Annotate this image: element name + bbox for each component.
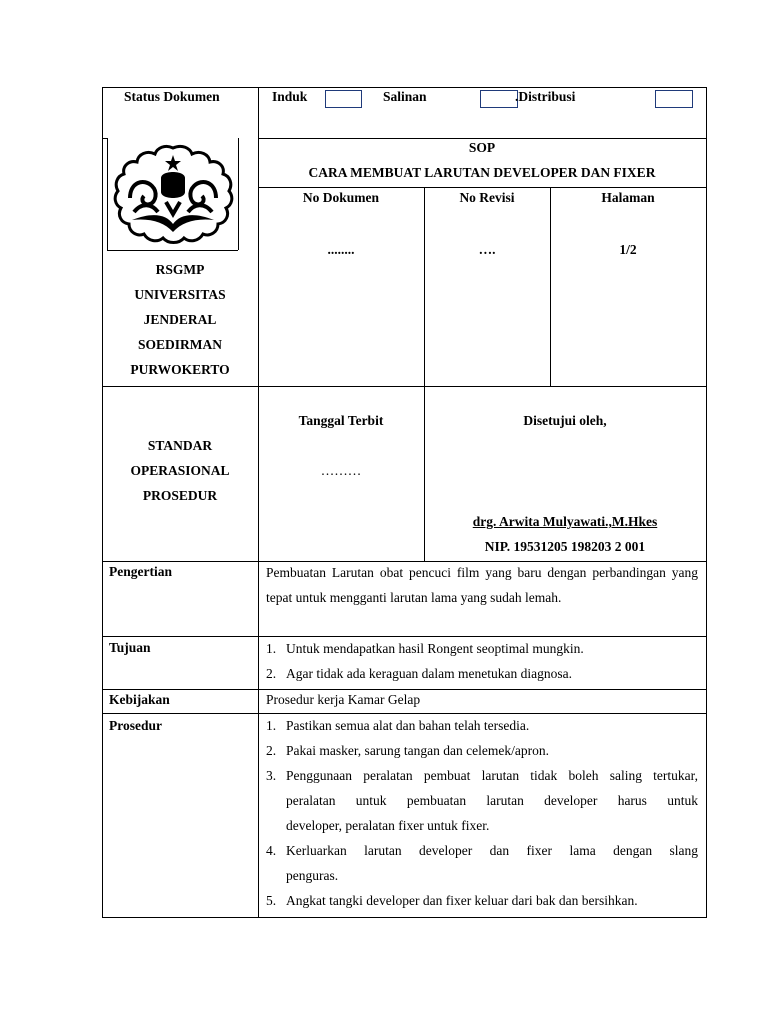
no-dokumen-value: ........ bbox=[327, 242, 355, 257]
no-revisi-value: …. bbox=[478, 242, 496, 257]
salinan-checkbox[interactable] bbox=[480, 90, 518, 108]
university-logo bbox=[112, 142, 234, 246]
list-item: 5. Angkat tangki developer dan fixer keluar dari bak dan bersihkan. bbox=[266, 893, 638, 908]
halaman-label: Halaman bbox=[601, 190, 655, 205]
tanggal-terbit-label: Tanggal Terbit bbox=[298, 413, 384, 428]
approver-name: drg. Arwita Mulyawati.,M.Hkes bbox=[472, 514, 658, 529]
list-item-continuation: peralatan untuk pembuatan larutan developer harus untuk bbox=[286, 793, 698, 808]
institution-line-3: JENDERAL bbox=[143, 312, 217, 327]
approver-nip: NIP. 19531205 198203 2 001 bbox=[484, 539, 646, 554]
sop-title-divider bbox=[258, 187, 706, 188]
list-item-continuation: penguras. bbox=[286, 868, 339, 883]
institution-line-2: UNIVERSITAS bbox=[134, 287, 226, 302]
no-dokumen-label: No Dokumen bbox=[302, 190, 380, 205]
institution-line-5: PURWOKERTO bbox=[130, 362, 230, 377]
doc-info-divider-2 bbox=[550, 187, 551, 386]
induk-label: Induk bbox=[272, 89, 308, 104]
induk-checkbox[interactable] bbox=[325, 90, 362, 108]
row-divider-4 bbox=[102, 689, 707, 690]
table-border-top bbox=[102, 87, 707, 88]
standard-line-3: PROSEDUR bbox=[142, 488, 218, 503]
approved-by-label: Disetujui oleh, bbox=[523, 413, 607, 428]
header-divider bbox=[258, 138, 706, 139]
kebijakan-text: Prosedur kerja Kamar Gelap bbox=[266, 692, 421, 707]
distribusi-checkbox[interactable] bbox=[655, 90, 693, 108]
pengertian-text: Pembuatan Larutan obat pencuci film yang baru dengan perbandingan yang tepat untuk mengganti larutan lama yang sudah lemah. bbox=[266, 565, 698, 605]
list-item: 3. Penggunaan peralatan pembuat larutan tidak boleh saling tertukar, bbox=[266, 768, 698, 783]
logo-frame-left bbox=[107, 138, 108, 250]
distribusi-label: .Distribusi bbox=[515, 89, 576, 104]
logo-frame-bottom bbox=[107, 250, 238, 251]
table-border-right bbox=[706, 87, 707, 918]
logo-frame-right bbox=[238, 138, 239, 250]
standard-line-1: STANDAR bbox=[147, 438, 213, 453]
doc-info-divider-1 bbox=[424, 187, 425, 386]
list-item-continuation: developer, peralatan fixer untuk fixer. bbox=[286, 818, 490, 833]
standard-line-2: OPERASIONAL bbox=[130, 463, 230, 478]
prosedur-label: Prosedur bbox=[109, 718, 162, 733]
list-item: 2. Agar tidak ada keraguan dalam menetukan diagnosa. bbox=[266, 666, 573, 681]
table-border-bottom bbox=[102, 917, 707, 918]
list-item: 1. Untuk mendapatkan hasil Rongent seoptimal mungkin. bbox=[266, 641, 584, 656]
no-revisi-label: No Revisi bbox=[459, 190, 515, 205]
list-item: 2. Pakai masker, sarung tangan dan celemek/apron. bbox=[266, 743, 549, 758]
kebijakan-label: Kebijakan bbox=[109, 692, 170, 707]
sop-subtitle: CARA MEMBUAT LARUTAN DEVELOPER DAN FIXER bbox=[308, 165, 656, 180]
column-divider bbox=[258, 87, 259, 918]
status-dokumen-label: Status Dokumen bbox=[124, 89, 220, 104]
tujuan-label: Tujuan bbox=[109, 640, 151, 655]
tanggal-terbit-value: ……… bbox=[320, 463, 362, 478]
pengertian-label: Pengertian bbox=[109, 564, 172, 579]
row-divider-1 bbox=[102, 386, 707, 387]
institution-line-4: SOEDIRMAN bbox=[137, 337, 222, 352]
prosedur-list bbox=[266, 713, 698, 913]
halaman-value: 1/2 bbox=[619, 242, 637, 257]
sop-title: SOP bbox=[468, 140, 496, 155]
salinan-label: Salinan bbox=[383, 89, 427, 104]
tujuan-list bbox=[266, 636, 698, 686]
list-item: 4. Kerluarkan larutan developer dan fixer lama dengan slang bbox=[266, 843, 698, 858]
list-item: 1. Pastikan semua alat dan bahan telah tersedia. bbox=[266, 718, 530, 733]
institution-line-1: RSGMP bbox=[155, 262, 205, 277]
